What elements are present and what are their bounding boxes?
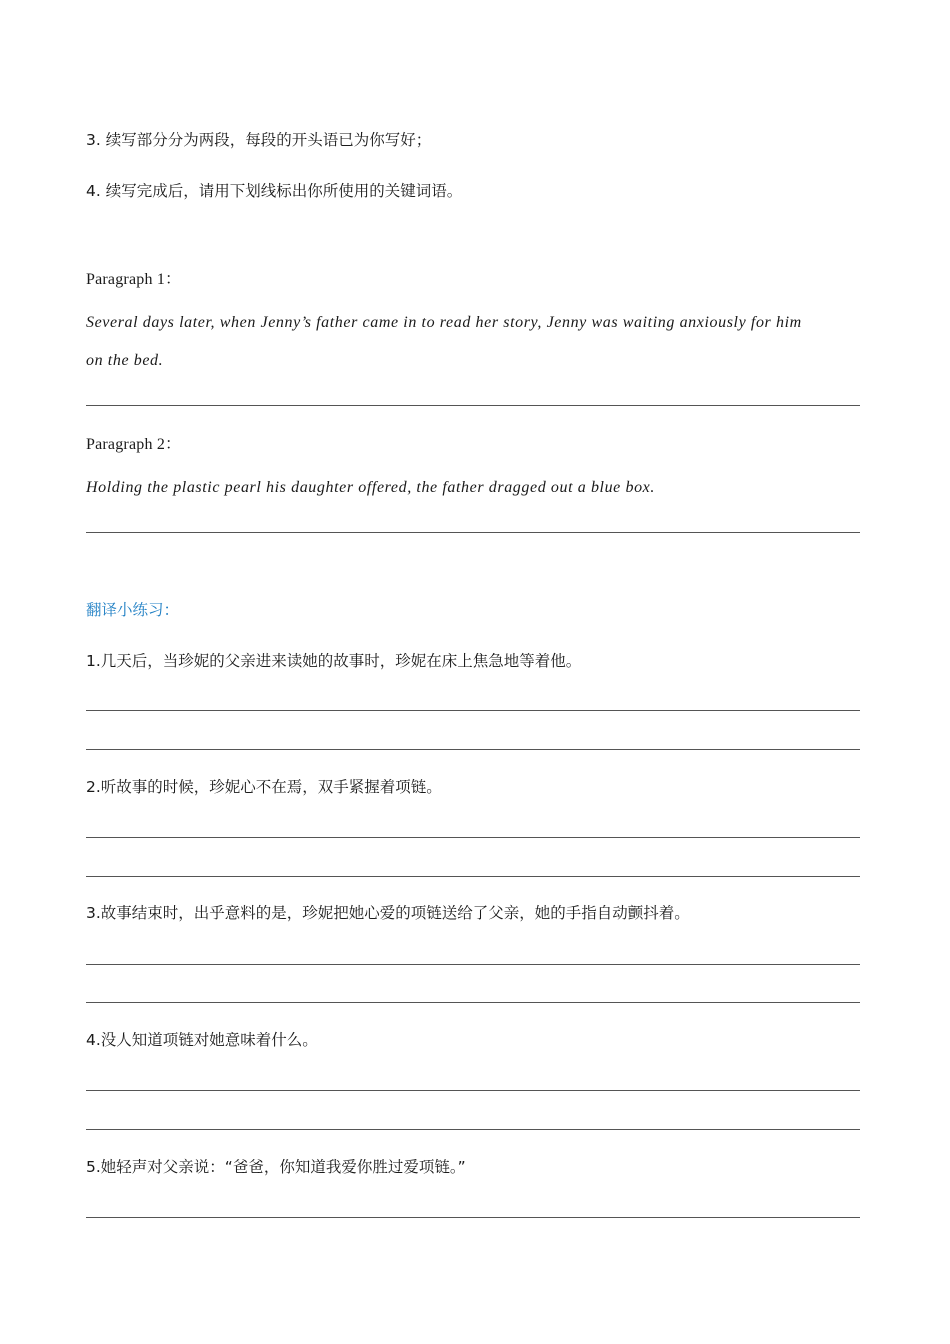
translation-3-answer-line-2[interactable]: [86, 1002, 860, 1003]
translation-item-5: 5.她轻声对父亲说：“爸爸，你知道我爱你胜过爱项链。”: [86, 1158, 466, 1176]
paragraph-2-opening: Holding the plastic pearl his daughter offered, the father dragged out a blue box.: [86, 479, 655, 496]
instruction-item-4: 4. 续写完成后，请用下划线标出你所使用的关键词语。: [86, 182, 463, 200]
translation-item-1: 1.几天后，当珍妮的父亲进来读她的故事时，珍妮在床上焦急地等着他。: [86, 652, 582, 670]
translation-5-answer-line-1[interactable]: [86, 1217, 860, 1218]
translation-item-3: 3.故事结束时，出乎意料的是，珍妮把她心爱的项链送给了父亲，她的手指自动颤抖着。: [86, 904, 690, 922]
translation-4-answer-line-1[interactable]: [86, 1090, 860, 1091]
translation-3-answer-line-1[interactable]: [86, 964, 860, 965]
translation-4-answer-line-2[interactable]: [86, 1129, 860, 1130]
translation-2-answer-line-1[interactable]: [86, 837, 860, 838]
translation-1-answer-line-2[interactable]: [86, 749, 860, 750]
paragraph-2-label: Paragraph 2：: [86, 436, 182, 453]
instruction-item-3: 3. 续写部分分为两段，每段的开头语已为你写好；: [86, 131, 432, 149]
translation-2-answer-line-2[interactable]: [86, 876, 860, 877]
paragraph-1-opening-line-2: on the bed.: [86, 352, 164, 369]
translation-1-answer-line-1[interactable]: [86, 710, 860, 711]
paragraph-2-answer-line[interactable]: [86, 532, 860, 533]
paragraph-1-opening-line-1: Several days later, when Jenny’s father came in to read her story, Jenny was waiting anxiously for him: [86, 314, 802, 331]
paragraph-1-answer-line[interactable]: [86, 405, 860, 406]
translation-heading: 翻译小练习：: [86, 601, 180, 619]
paragraph-1-label: Paragraph 1：: [86, 271, 182, 288]
translation-item-4: 4.没人知道项链对她意味着什么。: [86, 1031, 318, 1049]
translation-item-2: 2.听故事的时候，珍妮心不在焉，双手紧握着项链。: [86, 778, 442, 796]
